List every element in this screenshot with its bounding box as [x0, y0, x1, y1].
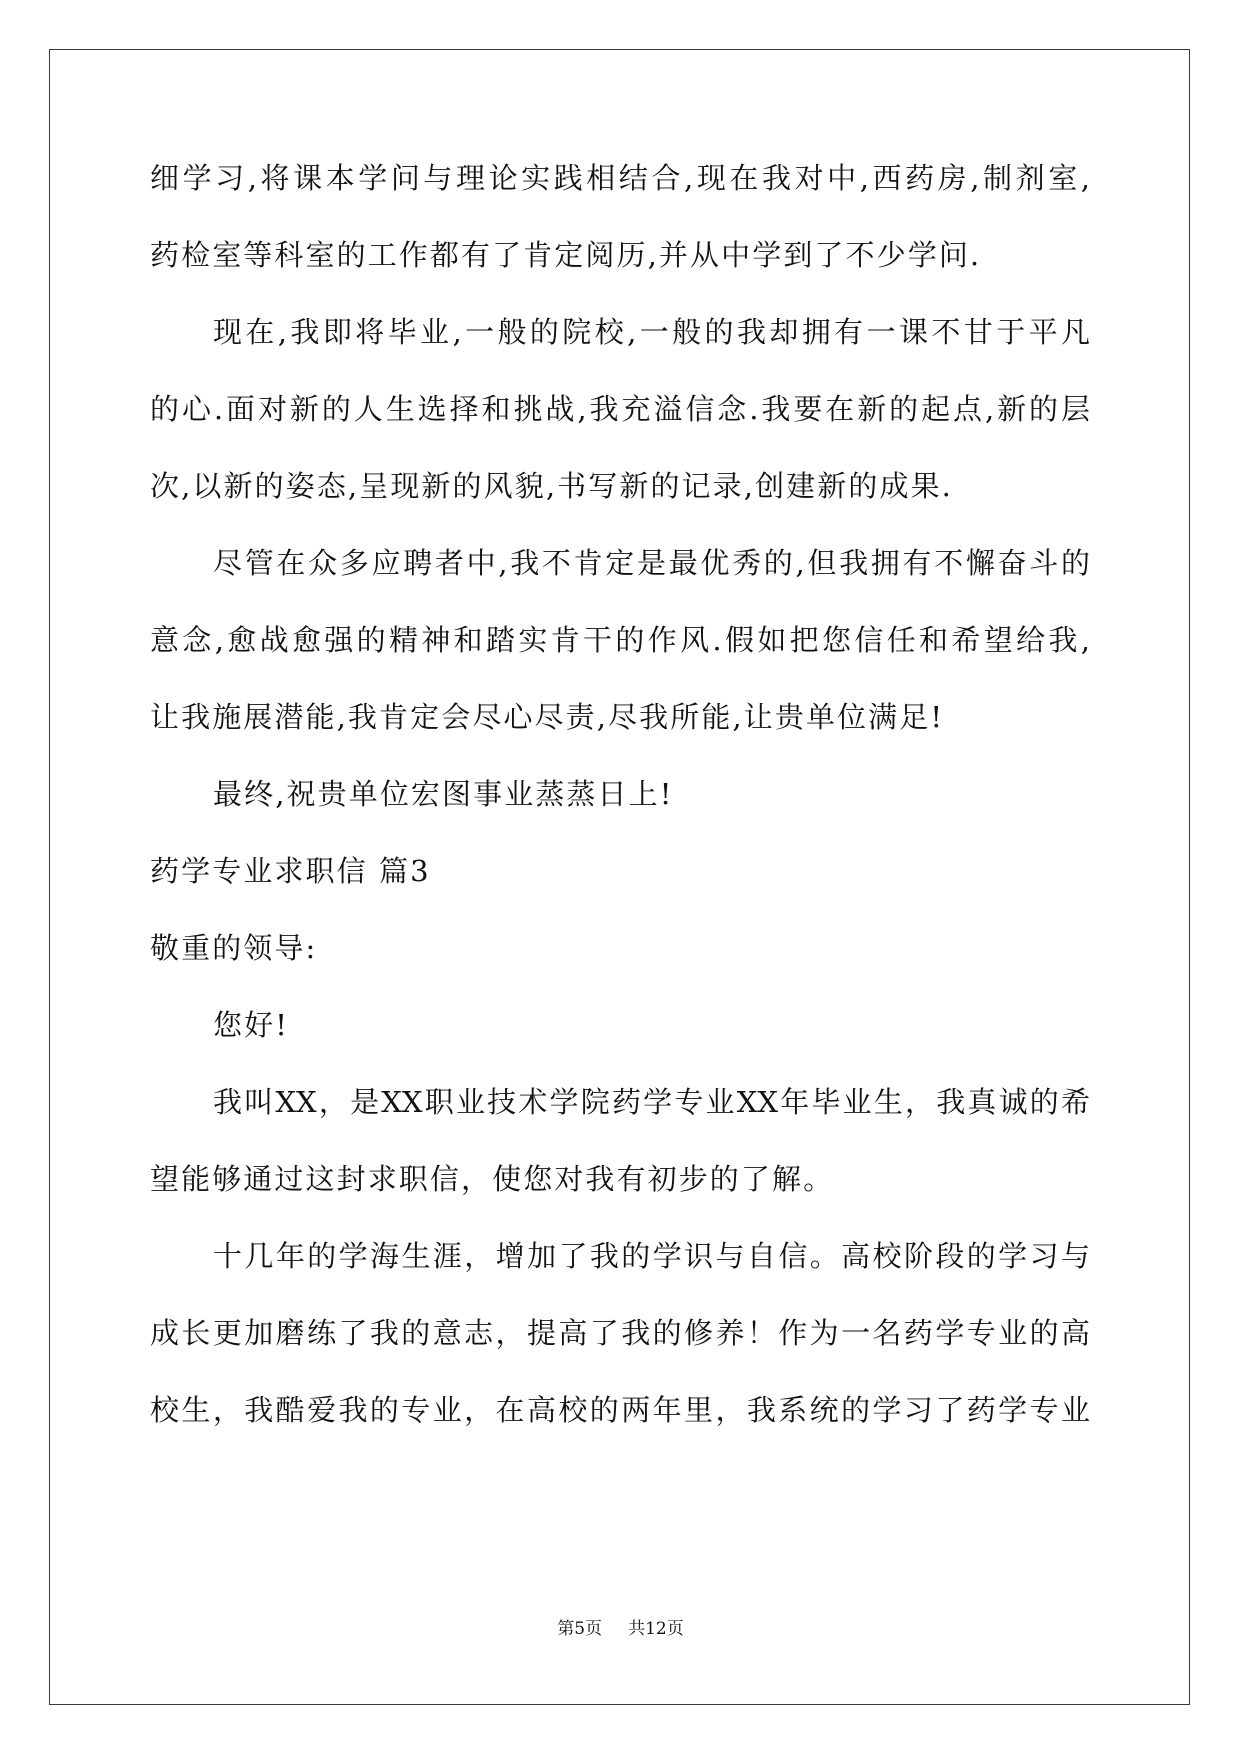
paragraph-line: 校生，我酷爱我的专业，在高校的两年里，我系统的学习了药学专业	[150, 1393, 1090, 1427]
page-number: 第5页	[557, 1619, 603, 1639]
page-total: 共12页	[628, 1619, 684, 1639]
paragraph-line: 十几年的学海生涯，增加了我的学识与自信。高校阶段的学习与	[213, 1239, 1090, 1273]
greeting: 您好!	[213, 1008, 289, 1042]
paragraph-line: 望能够通过这封求职信，使您对我有初步的了解。	[150, 1162, 835, 1196]
paragraph-line: 现在,我即将毕业,一般的院校,一般的我却拥有一课不甘于平凡	[213, 315, 1090, 349]
paragraph-line: 成长更加磨练了我的意志，提高了我的修养！作为一名药学专业的高	[150, 1316, 1090, 1350]
paragraph-line: 细学习,将课本学问与理论实践相结合,现在我对中,西药房,制剂室,	[150, 161, 1090, 195]
paragraph-line: 的心.面对新的人生选择和挑战,我充溢信念.我要在新的起点,新的层	[150, 392, 1090, 426]
paragraph-line: 尽管在众多应聘者中,我不肯定是最优秀的,但我拥有不懈奋斗的	[213, 546, 1090, 580]
section-heading: 药学专业求职信 篇3	[150, 854, 431, 888]
paragraph-line: 最终,祝贵单位宏图事业蒸蒸日上!	[213, 777, 674, 811]
paragraph-line: 让我施展潜能,我肯定会尽心尽责,尽我所能,让贵单位满足!	[150, 700, 945, 734]
paragraph-line: 药检室等科室的工作都有了肯定阅历,并从中学到了不少学问.	[150, 238, 982, 272]
salutation: 敬重的领导:	[150, 931, 318, 965]
paragraph-line: 意念,愈战愈强的精神和踏实肯干的作风.假如把您信任和希望给我,	[150, 623, 1090, 657]
paragraph-line: 次,以新的姿态,呈现新的风貌,书写新的记录,创建新的成果.	[150, 469, 953, 503]
page-footer	[0, 1618, 1241, 1640]
paragraph-line: 我叫XX，是XX职业技术学院药学专业XX年毕业生，我真诚的希	[213, 1085, 1090, 1119]
